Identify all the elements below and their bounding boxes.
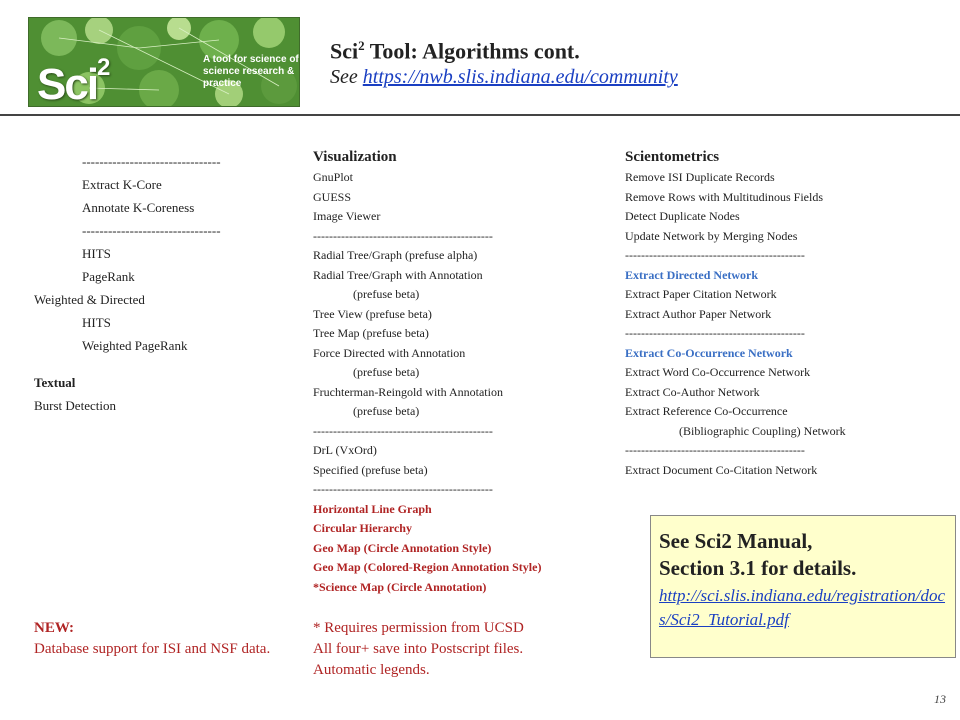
list-item: Remove Rows with Multitudinous Fields bbox=[625, 189, 824, 204]
list-item: Fruchterman-Reingold with Annotation bbox=[313, 384, 503, 399]
list-item-highlight: Extract Co-Occurrence Network bbox=[625, 345, 793, 360]
callout-line: See Sci2 Manual, bbox=[659, 529, 813, 553]
list-item: (prefuse beta) bbox=[353, 287, 420, 301]
list-item-new: Geo Map (Colored-Region Annotation Style) bbox=[313, 560, 542, 574]
list-item: Annotate K-Coreness bbox=[82, 200, 195, 215]
list-item: HITS bbox=[82, 246, 111, 261]
list-divider: --------------------------------------------- bbox=[625, 326, 805, 340]
new-features-note bbox=[34, 618, 294, 660]
callout-line: Section 3.1 for details. bbox=[659, 556, 857, 580]
note-line: * Requires permission from UCSD bbox=[313, 620, 524, 636]
header-divider bbox=[0, 114, 960, 116]
list-item: -------------------------------- bbox=[82, 154, 221, 169]
note-line: All four+ save into Postscript files. bbox=[313, 641, 524, 657]
list-item: Specified (prefuse beta) bbox=[313, 462, 428, 477]
list-item: Image Viewer bbox=[313, 209, 381, 223]
page-number: 13 bbox=[934, 692, 946, 706]
list-item: (Bibliographic Coupling) Network bbox=[679, 423, 846, 438]
logo-tagline: A tool for science of science research & practice bbox=[203, 54, 299, 89]
list-subheading: Textual bbox=[34, 375, 76, 390]
list-item: Extract Word Co-Occurrence Network bbox=[625, 365, 811, 379]
header bbox=[330, 38, 678, 89]
list-divider: --------------------------------------------- bbox=[313, 423, 493, 438]
list-item-new: Circular Hierarchy bbox=[313, 521, 412, 535]
list-divider: --------------------------------------------- bbox=[625, 443, 805, 457]
list-item: Extract Co-Author Network bbox=[625, 384, 760, 399]
list-item: Update Network by Merging Nodes bbox=[625, 228, 798, 243]
list-item: Tree Map (prefuse beta) bbox=[313, 326, 429, 340]
list-item: Weighted PageRank bbox=[82, 338, 188, 353]
list-item: PageRank bbox=[82, 269, 135, 284]
visualization-notes bbox=[313, 618, 633, 681]
list-item: -------------------------------- bbox=[82, 223, 221, 238]
page-title: Sci$^2$ Tool: Algorithms cont. bbox=[330, 38, 580, 64]
list-divider: --------------------------------------------- bbox=[625, 248, 805, 262]
list-item: Tree View (prefuse beta) bbox=[313, 306, 432, 321]
list-item: GnuPlot bbox=[313, 170, 354, 184]
list-item-highlight: Extract Directed Network bbox=[625, 267, 759, 282]
list-item-new: Geo Map (Circle Annotation Style) bbox=[313, 540, 492, 555]
list-divider: --------------------------------------------- bbox=[313, 228, 493, 243]
list-item: Burst Detection bbox=[34, 398, 116, 413]
network-analysis-column bbox=[34, 150, 294, 417]
sci2-logo bbox=[28, 17, 300, 107]
list-item: Extract K-Core bbox=[82, 177, 162, 192]
visualization-column bbox=[313, 146, 633, 597]
page-subtitle: See https://nwb.slis.indiana.edu/community bbox=[330, 66, 678, 89]
list-item: GUESS bbox=[313, 189, 352, 204]
list-item: Extract Reference Co-Occurrence bbox=[625, 404, 788, 418]
list-subheading: Weighted & Directed bbox=[34, 292, 145, 307]
community-link[interactable]: https://nwb.slis.indiana.edu/community bbox=[362, 66, 678, 89]
list-divider: --------------------------------------------- bbox=[313, 482, 493, 496]
list-item: (prefuse beta) bbox=[353, 404, 420, 418]
list-item: Detect Duplicate Nodes bbox=[625, 209, 740, 223]
logo-wordmark: Sci$^2$ bbox=[37, 54, 109, 107]
column-heading: Scientometrics bbox=[625, 149, 720, 165]
list-item: Radial Tree/Graph with Annotation bbox=[313, 267, 483, 282]
list-item: Radial Tree/Graph (prefuse alpha) bbox=[313, 248, 478, 262]
list-item: Extract Document Co-Citation Network bbox=[625, 462, 818, 477]
list-item: DrL (VxOrd) bbox=[313, 443, 377, 457]
new-label: NEW: bbox=[34, 620, 75, 636]
list-item: Remove ISI Duplicate Records bbox=[625, 170, 775, 184]
new-text: Database support for ISI and NSF data. bbox=[34, 641, 271, 657]
list-item: (prefuse beta) bbox=[353, 365, 420, 379]
list-item-new: *Science Map (Circle Annotation) bbox=[313, 579, 487, 594]
list-item-new: Horizontal Line Graph bbox=[313, 501, 432, 516]
list-item: Extract Paper Citation Network bbox=[625, 287, 777, 301]
scientometrics-column bbox=[625, 146, 945, 480]
list-item: Force Directed with Annotation bbox=[313, 345, 466, 360]
note-line: Automatic legends. bbox=[313, 662, 430, 678]
list-item: HITS bbox=[82, 315, 111, 330]
manual-link[interactable]: http://sci.slis.indiana.edu/registration/docs/Sci2_Tutorial.pdf bbox=[659, 586, 946, 629]
list-item: Extract Author Paper Network bbox=[625, 306, 772, 321]
column-heading: Visualization bbox=[313, 149, 397, 165]
manual-callout bbox=[650, 515, 956, 658]
